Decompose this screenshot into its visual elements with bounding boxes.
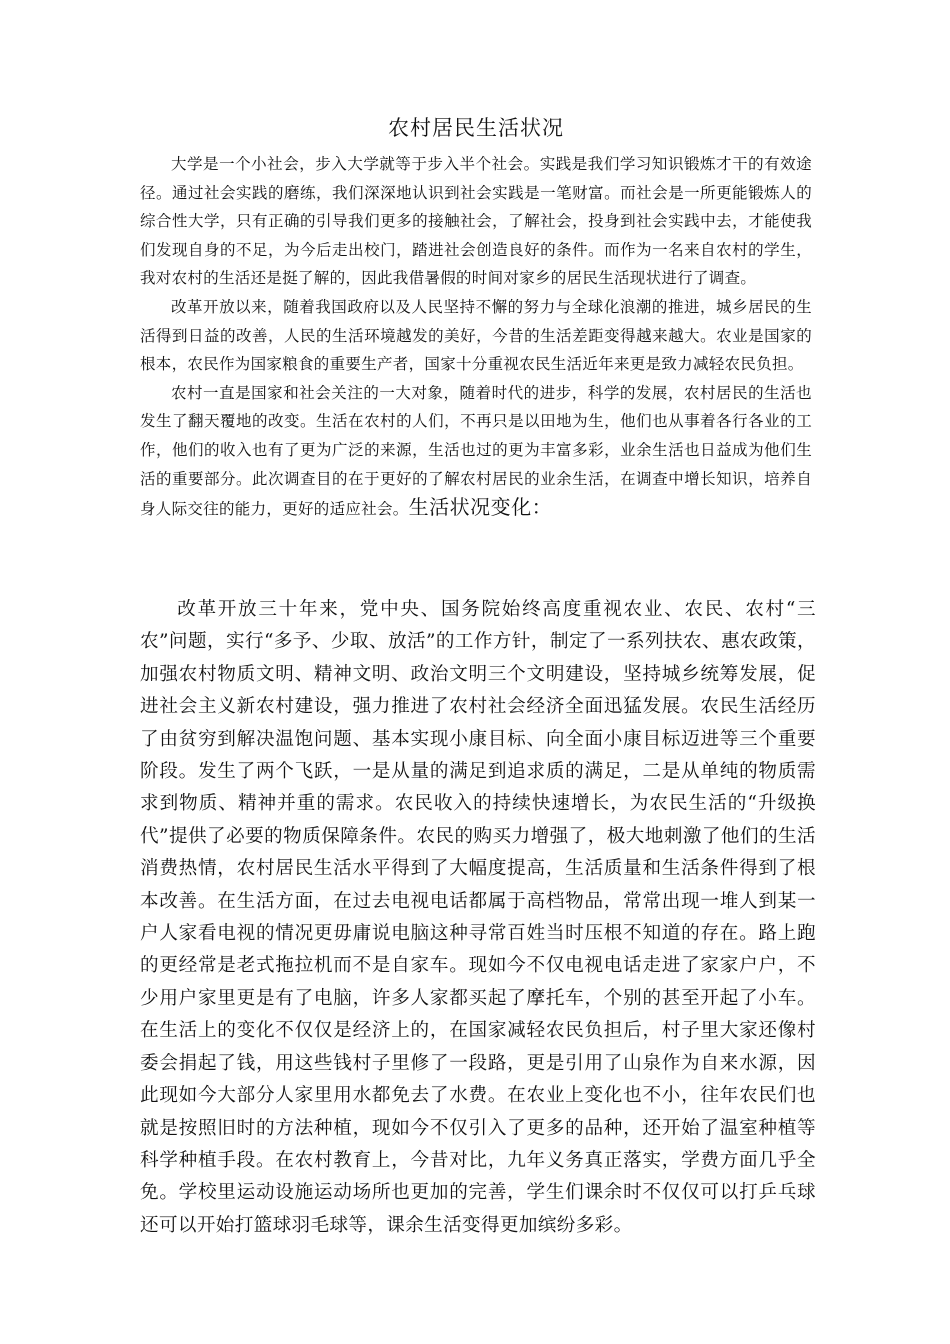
- paragraph-intro: [140, 150, 812, 293]
- section-heading: 生活状况变化：: [408, 495, 553, 520]
- intro-section: [140, 150, 812, 524]
- paragraph-changes: 改革开放三十年来，党中央、国务院始终高度重视农业、农民、农村“三农”问题，实行“多予、少取、放活”的工作方针，制定了一系列扶农、惠农政策，加强农村物质文明、精神文明、政治文明三个文明建设，坚持城乡统筹发展，促进社会主义新农村建设，强力推进了农村社会经济全面迅猛发展。农民生活经历了由贫穷到解决温饱问题、基本实现小康目标、向全面小康目标迈进等三个重要阶段。发生了两个飞跃，一是从量的满足到追求质的满足，二是从单纯的物质需求到物质、精神并重的需求。农民收入的持续快速增长，为农民生活的“升级换代”提供了必要的物质保障条件。农民的购买力增强了，极大地刺激了他们的生活消费热情，农村居民生活水平得到了大幅度提高，生活质量和生活条件得到了根本改善。在生活方面，在过去电视电话都属于高档物品，常常出现一堆人到某一户人家看电视的情况更毋庸说电脑这种寻常百姓当时压根不知道的存在。路上跑的更经常是老式拖拉机而不是自家车。现如今不仅电视电话走进了家家户户，不少用户家里更是有了电脑，许多人家都买起了摩托车，个别的甚至开起了小车。在生活上的变化不仅仅是经济上的，在国家减轻农民负担后，村子里大家还像村委会捐起了钱，用这些钱村子里修了一段路，更是引用了山泉作为自来水源，因此现如今大部分人家里用水都免去了水费。在农业上变化也不小，往年农民们也就是按照旧时的方法种植，现如今不仅引入了更多的品种，还开始了温室种植等科学种植手段。在农村教育上，今昔对比，九年义务真正落实，学费方面几乎全免。学校里运动设施运动场所也更加的完善，学生们课余时不仅仅可以打乒乓球还可以开始打篮球羽毛球等，课余生活变得更加缤纷多彩。: [140, 599, 816, 1236]
- paragraph-purpose: [140, 379, 812, 524]
- paragraph-reform: [140, 293, 812, 379]
- paragraph-reform-text: 改革开放以来，随着我国政府以及人民坚持不懈的努力与全球化浪潮的推进，城乡居民的生活得到日益的改善，人民的生活环境越发的美好，今昔的生活差距变得越来越大。农业是国家的根本，农民作为国家粮食的重要生产者，国家十分重视农民生活近年来更是致力减轻农民负担。: [140, 297, 812, 374]
- paragraph-intro-text: 大学是一个小社会，步入大学就等于步入半个社会。实践是我们学习知识锻炼才干的有效途径。通过社会实践的磨练，我们深深地认识到社会实践是一笔财富。而社会是一所更能锻炼人的综合性大学，只有正确的引导我们更多的接触社会，了解社会，投身到社会实践中去，才能使我们发现自身的不足，为今后走出校门，踏进社会创造良好的条件。而作为一名来自农村的学生，我对农村的生活还是挺了解的，因此我借暑假的时间对家乡的居民生活现状进行了调查。: [140, 155, 812, 288]
- section-body: [140, 594, 816, 1242]
- paragraph-purpose-text: 农村一直是国家和社会关注的一大对象，随着时代的进步，科学的发展，农村居民的生活也发生了翻天覆地的改变。生活在农村的人们，不再只是以田地为生，他们也从事着各行各业的工作，他们的收入也有了更为广泛的来源，生活也过的更为丰富多彩，业余生活也日益成为他们生活的重要部分。此次调查目的在于更好的了解农村居民的业余生活，在调查中增长知识，培养自身人际交往的能力，更好的适应社会。: [140, 383, 812, 519]
- document-title: 农村居民生活状况: [388, 116, 564, 140]
